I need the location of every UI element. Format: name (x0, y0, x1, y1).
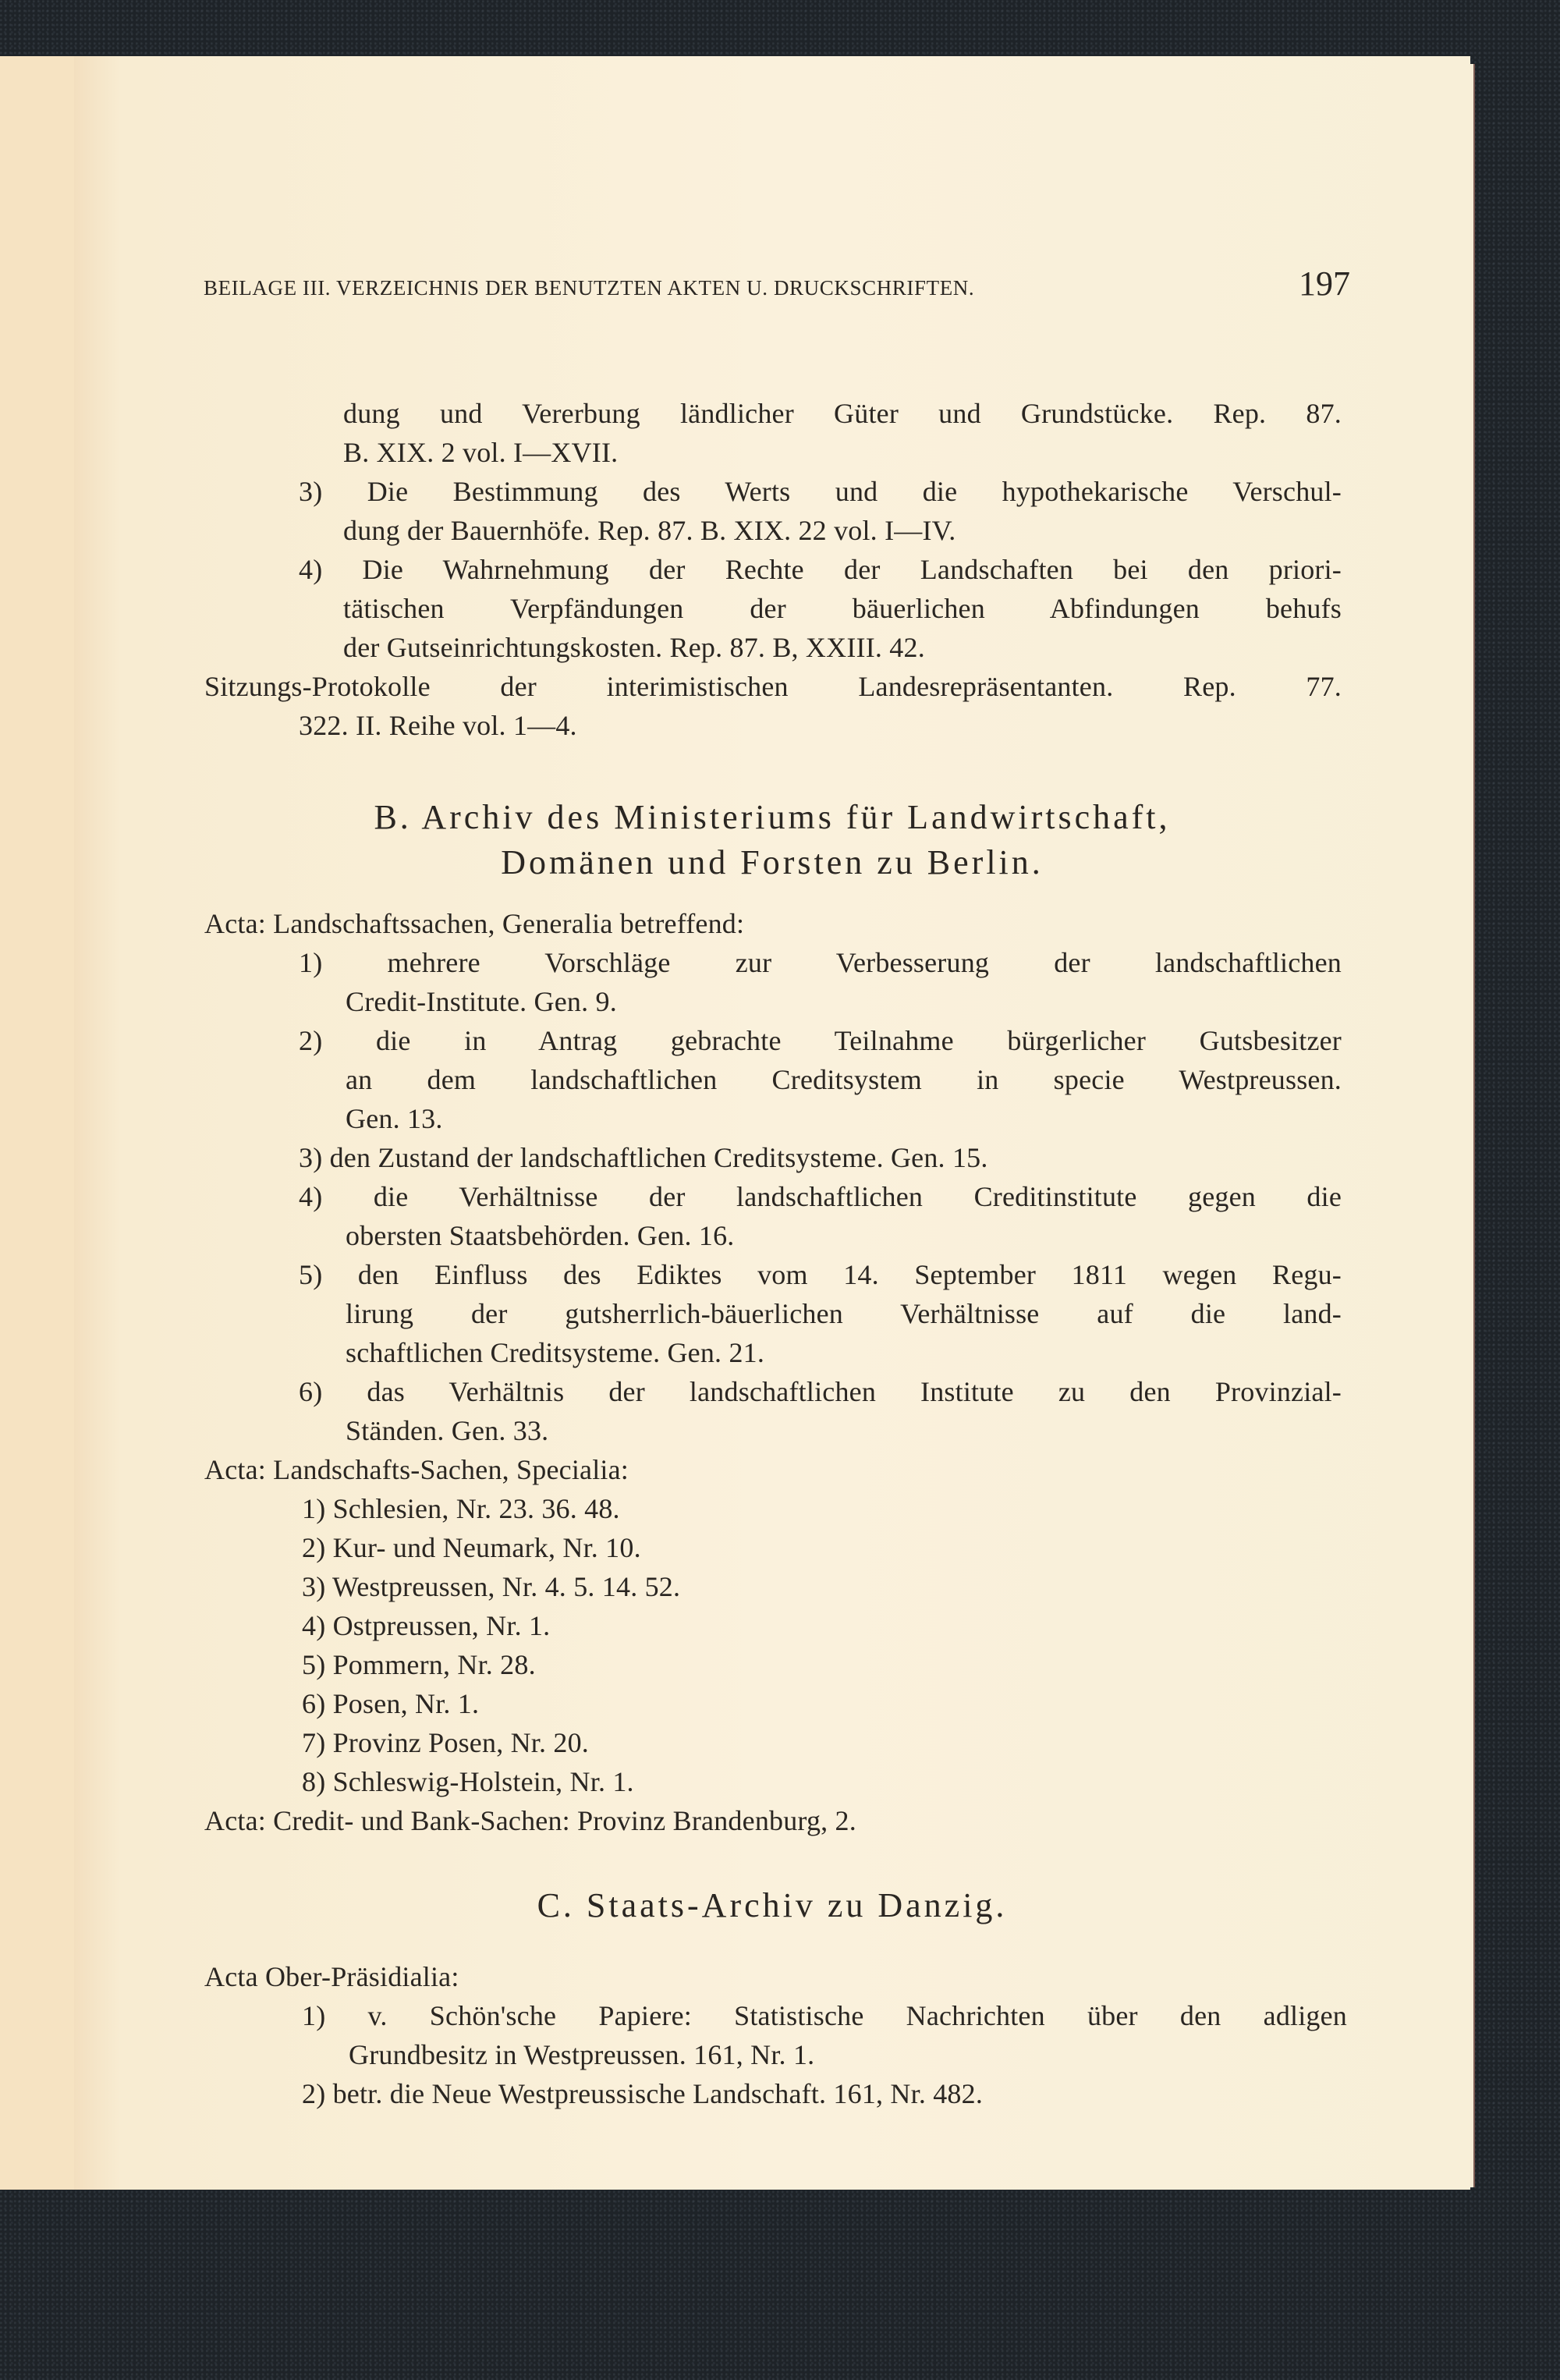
section-heading-b-line1: B. Archiv des Ministeriums für Landwirtschaft, (374, 798, 1171, 836)
acta-heading: Acta Ober-Präsidialia: (204, 1961, 459, 1992)
list-item: 1) mehrere Vorschläge zur Verbesserung der landschaftlichen (299, 947, 1342, 978)
text-line: schaftlichen Creditsysteme. Gen. 21. (346, 1337, 765, 1368)
running-head-title: BEILAGE III. VERZEICHNIS DER BENUTZTEN AKTEN U. DRUCKSCHRIFTEN. (204, 276, 975, 300)
text-line: B. XIX. 2 vol. I—XVII. (343, 437, 619, 468)
text-line: obersten Staatsbehörden. Gen. 16. (346, 1220, 735, 1251)
list-item: 6) Posen, Nr. 1. (302, 1688, 480, 1719)
text-line: Ständen. Gen. 33. (346, 1415, 549, 1446)
page-number: 197 (1299, 264, 1350, 303)
text-line: 322. II. Reihe vol. 1—4. (299, 710, 577, 741)
acta-heading: Acta: Landschafts-Sachen, Specialia: (204, 1454, 629, 1485)
facing-page-edge (0, 56, 76, 2190)
text-line: an dem landschaftlichen Creditsystem in specie Westpreussen. (346, 1064, 1342, 1095)
list-item: 7) Provinz Posen, Nr. 20. (302, 1727, 589, 1758)
running-head (204, 264, 1350, 303)
text-line: Credit-Institute. Gen. 9. (346, 986, 617, 1017)
book-page (74, 56, 1470, 2190)
section-heading-b-line2: Domänen und Forsten zu Berlin. (501, 843, 1044, 881)
section-heading-c: C. Staats-Archiv zu Danzig. (537, 1886, 1008, 1924)
text-line: Grundbesitz in Westpreussen. 161, Nr. 1. (349, 2039, 815, 2070)
list-item: 3) den Zustand der landschaftlichen Creditsysteme. Gen. 15. (299, 1142, 988, 1173)
list-item: 3) Die Bestimmung des Werts und die hypothekarische Verschul- (299, 476, 1342, 507)
text-line: der Gutseinrichtungskosten. Rep. 87. B, XXIII. 42. (343, 632, 925, 663)
list-item: 4) Die Wahrnehmung der Rechte der Landschaften bei den priori- (299, 554, 1342, 585)
list-item: 8) Schleswig-Holstein, Nr. 1. (302, 1766, 634, 1797)
text-line: Gen. 13. (346, 1103, 443, 1134)
text-line: tätischen Verpfändungen der bäuerlichen Abfindungen behufs (343, 593, 1342, 624)
list-item: 5) den Einfluss des Ediktes vom 14. September 1811 wegen Regu- (299, 1259, 1342, 1290)
list-item: 2) betr. die Neue Westpreussische Landschaft. 161, Nr. 482. (302, 2078, 984, 2109)
list-item: 6) das Verhältnis der landschaftlichen Institute zu den Provinzial- (299, 1376, 1342, 1407)
list-item: 3) Westpreussen, Nr. 4. 5. 14. 52. (302, 1571, 681, 1602)
acta-heading: Acta: Landschaftssachen, Generalia betreffend: (204, 908, 745, 939)
text-line: dung und Vererbung ländlicher Güter und Grundstücke. Rep. 87. (343, 398, 1342, 429)
list-item: 1) Schlesien, Nr. 23. 36. 48. (302, 1493, 620, 1524)
page-text (74, 56, 1470, 2190)
acta-heading: Acta: Credit- und Bank-Sachen: Provinz Brandenburg, 2. (204, 1805, 856, 1836)
list-item: 5) Pommern, Nr. 28. (302, 1649, 536, 1680)
list-item: 2) die in Antrag gebrachte Teilnahme bürgerlicher Gutsbesitzer (299, 1025, 1342, 1056)
text-line: lirung der gutsherrlich-bäuerlichen Verhältnisse auf die land- (346, 1298, 1342, 1329)
text-line: dung der Bauernhöfe. Rep. 87. B. XIX. 22 vol. I—IV. (343, 515, 956, 546)
list-item: 1) v. Schön'sche Papiere: Statistische Nachrichten über den adligen (302, 2000, 1347, 2031)
list-item: 4) Ostpreussen, Nr. 1. (302, 1610, 551, 1641)
list-item: 4) die Verhältnisse der landschaftlichen Creditinstitute gegen die (299, 1181, 1342, 1212)
text-line: Sitzungs-Protokolle der interimistischen Landesrepräsentanten. Rep. 77. (204, 671, 1342, 702)
list-item: 2) Kur- und Neumark, Nr. 10. (302, 1532, 641, 1563)
